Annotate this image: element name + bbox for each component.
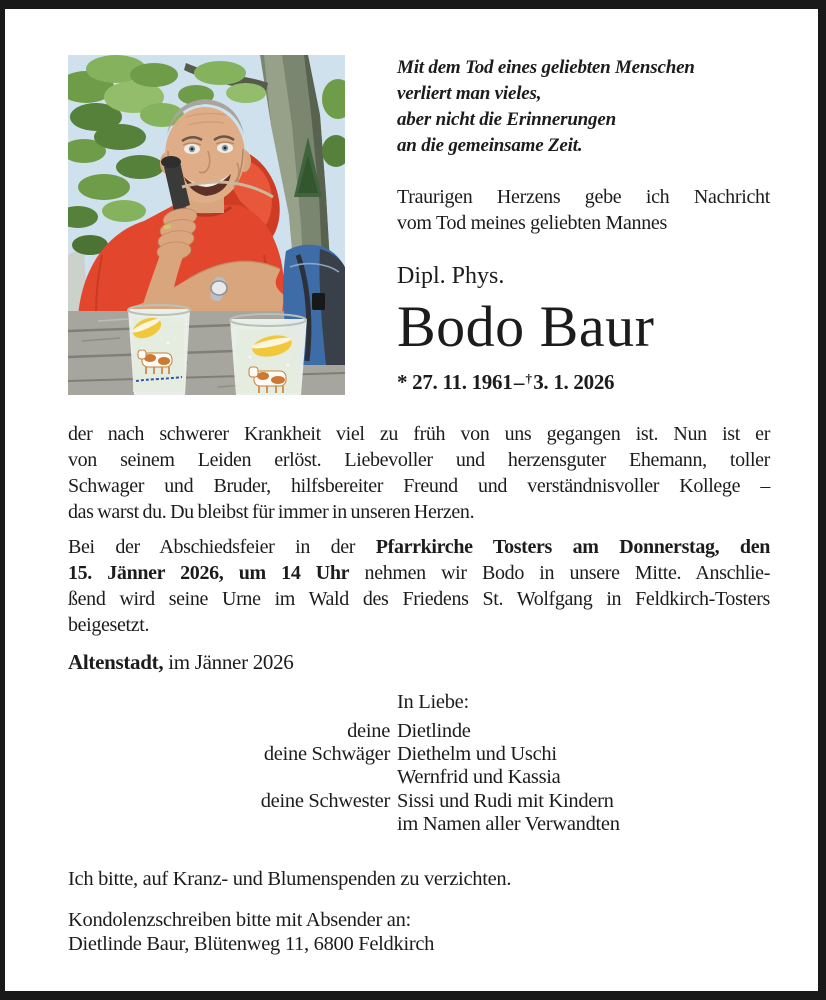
quote-line: verliert man vieles,	[397, 83, 542, 104]
paragraph-line	[68, 560, 770, 586]
photo-glass-right	[230, 314, 307, 395]
closing-heading: In Liebe:	[397, 691, 469, 713]
family-row	[68, 743, 770, 766]
header-text-column	[397, 55, 770, 395]
life-dates	[397, 370, 770, 395]
farewell-paragraph	[68, 421, 770, 525]
family-relation: deine Schwester	[260, 789, 390, 812]
death-announcement	[397, 185, 770, 236]
birth-star-symbol: *	[397, 370, 408, 394]
service-paragraph	[68, 534, 770, 638]
family-names: Wernfrid und Kassia	[397, 766, 561, 789]
announcement-line: Traurigen Herzens gebe ich Nachricht	[397, 186, 770, 208]
family-relation: deine	[347, 720, 390, 742]
paragraph-line: Schwager und Bruder, hilfsbereiter Freund und verständnisvoller Kollege –	[68, 475, 770, 497]
top-section	[68, 55, 770, 395]
condolence-line: Kondolenzschreiben bitte mit Absender an:	[68, 909, 411, 932]
academic-title: Dipl. Phys.	[397, 263, 505, 289]
photo-glass-left	[128, 305, 190, 395]
quote-line: Mit dem Tod eines geliebten Menschen	[397, 57, 695, 78]
family-names: Diethelm und Uschi	[397, 743, 557, 766]
family-names: Dietlinde	[397, 720, 471, 742]
condolence-address	[68, 908, 770, 956]
paragraph-line: das warst du. Du bleibst für immer in unseren Herzen.	[68, 501, 475, 523]
paragraph-line: der nach schwerer Krankheit viel zu früh von uns gegangen ist. Nun ist er	[68, 423, 770, 445]
service-text: Bei der Abschiedsfeier in der	[68, 536, 376, 558]
family-row	[68, 813, 770, 836]
memorial-quote	[397, 55, 770, 159]
announcement-line: vom Tod meines geliebten Mannes	[397, 211, 667, 234]
deceased-name: Bodo Baur	[397, 294, 655, 359]
service-text: nehmen wir Bodo in unsere Mitte. Anschlie-	[349, 562, 771, 584]
paragraph-line: ßend wird seine Urne im Wald des Friedens St. Wolfgang in Feldkirch-Tosters	[68, 588, 770, 610]
place-name: Altenstadt,	[68, 650, 164, 674]
paragraph-line: von seinem Leiden erlöst. Liebevoller und herzensguter Ehemann, toller	[68, 449, 770, 471]
death-cross-symbol: †	[525, 371, 532, 386]
family-row	[68, 720, 770, 743]
paragraph-line: beigesetzt.	[68, 614, 150, 636]
place-dateline	[68, 649, 770, 675]
family-row	[68, 790, 770, 813]
death-date: 3. 1. 2026	[533, 370, 615, 394]
paragraph-line	[68, 534, 770, 560]
quote-line: an die gemeinsame Zeit.	[397, 135, 583, 156]
quote-line: aber nicht die Erinnerungen	[397, 109, 616, 130]
condolence-line: Dietlinde Baur, Blütenweg 11, 6800 Feldkirch	[68, 933, 435, 956]
dates-separator: –	[513, 370, 525, 394]
family-list	[68, 720, 770, 836]
portrait-photo	[68, 55, 345, 395]
family-names: Sissi und Rudi mit Kindern	[397, 789, 614, 812]
family-relation	[68, 766, 390, 789]
closing-block	[68, 690, 770, 836]
service-time-bold: 15. Jänner 2026, um 14 Uhr	[68, 562, 350, 584]
family-names: im Namen aller Verwandten	[397, 812, 620, 835]
family-relation	[68, 813, 390, 836]
family-relation: deine Schwäger	[263, 743, 390, 766]
donation-request: Ich bitte, auf Kranz- und Blumenspenden zu verzichten.	[68, 868, 512, 891]
family-row	[68, 766, 770, 789]
portrait-photo-illustration	[68, 55, 345, 395]
service-place-bold: Pfarrkirche Tosters am Donnerstag, den	[375, 536, 770, 558]
date-text: im Jänner 2026	[163, 650, 294, 674]
birth-date: 27. 11. 1961	[412, 370, 513, 394]
